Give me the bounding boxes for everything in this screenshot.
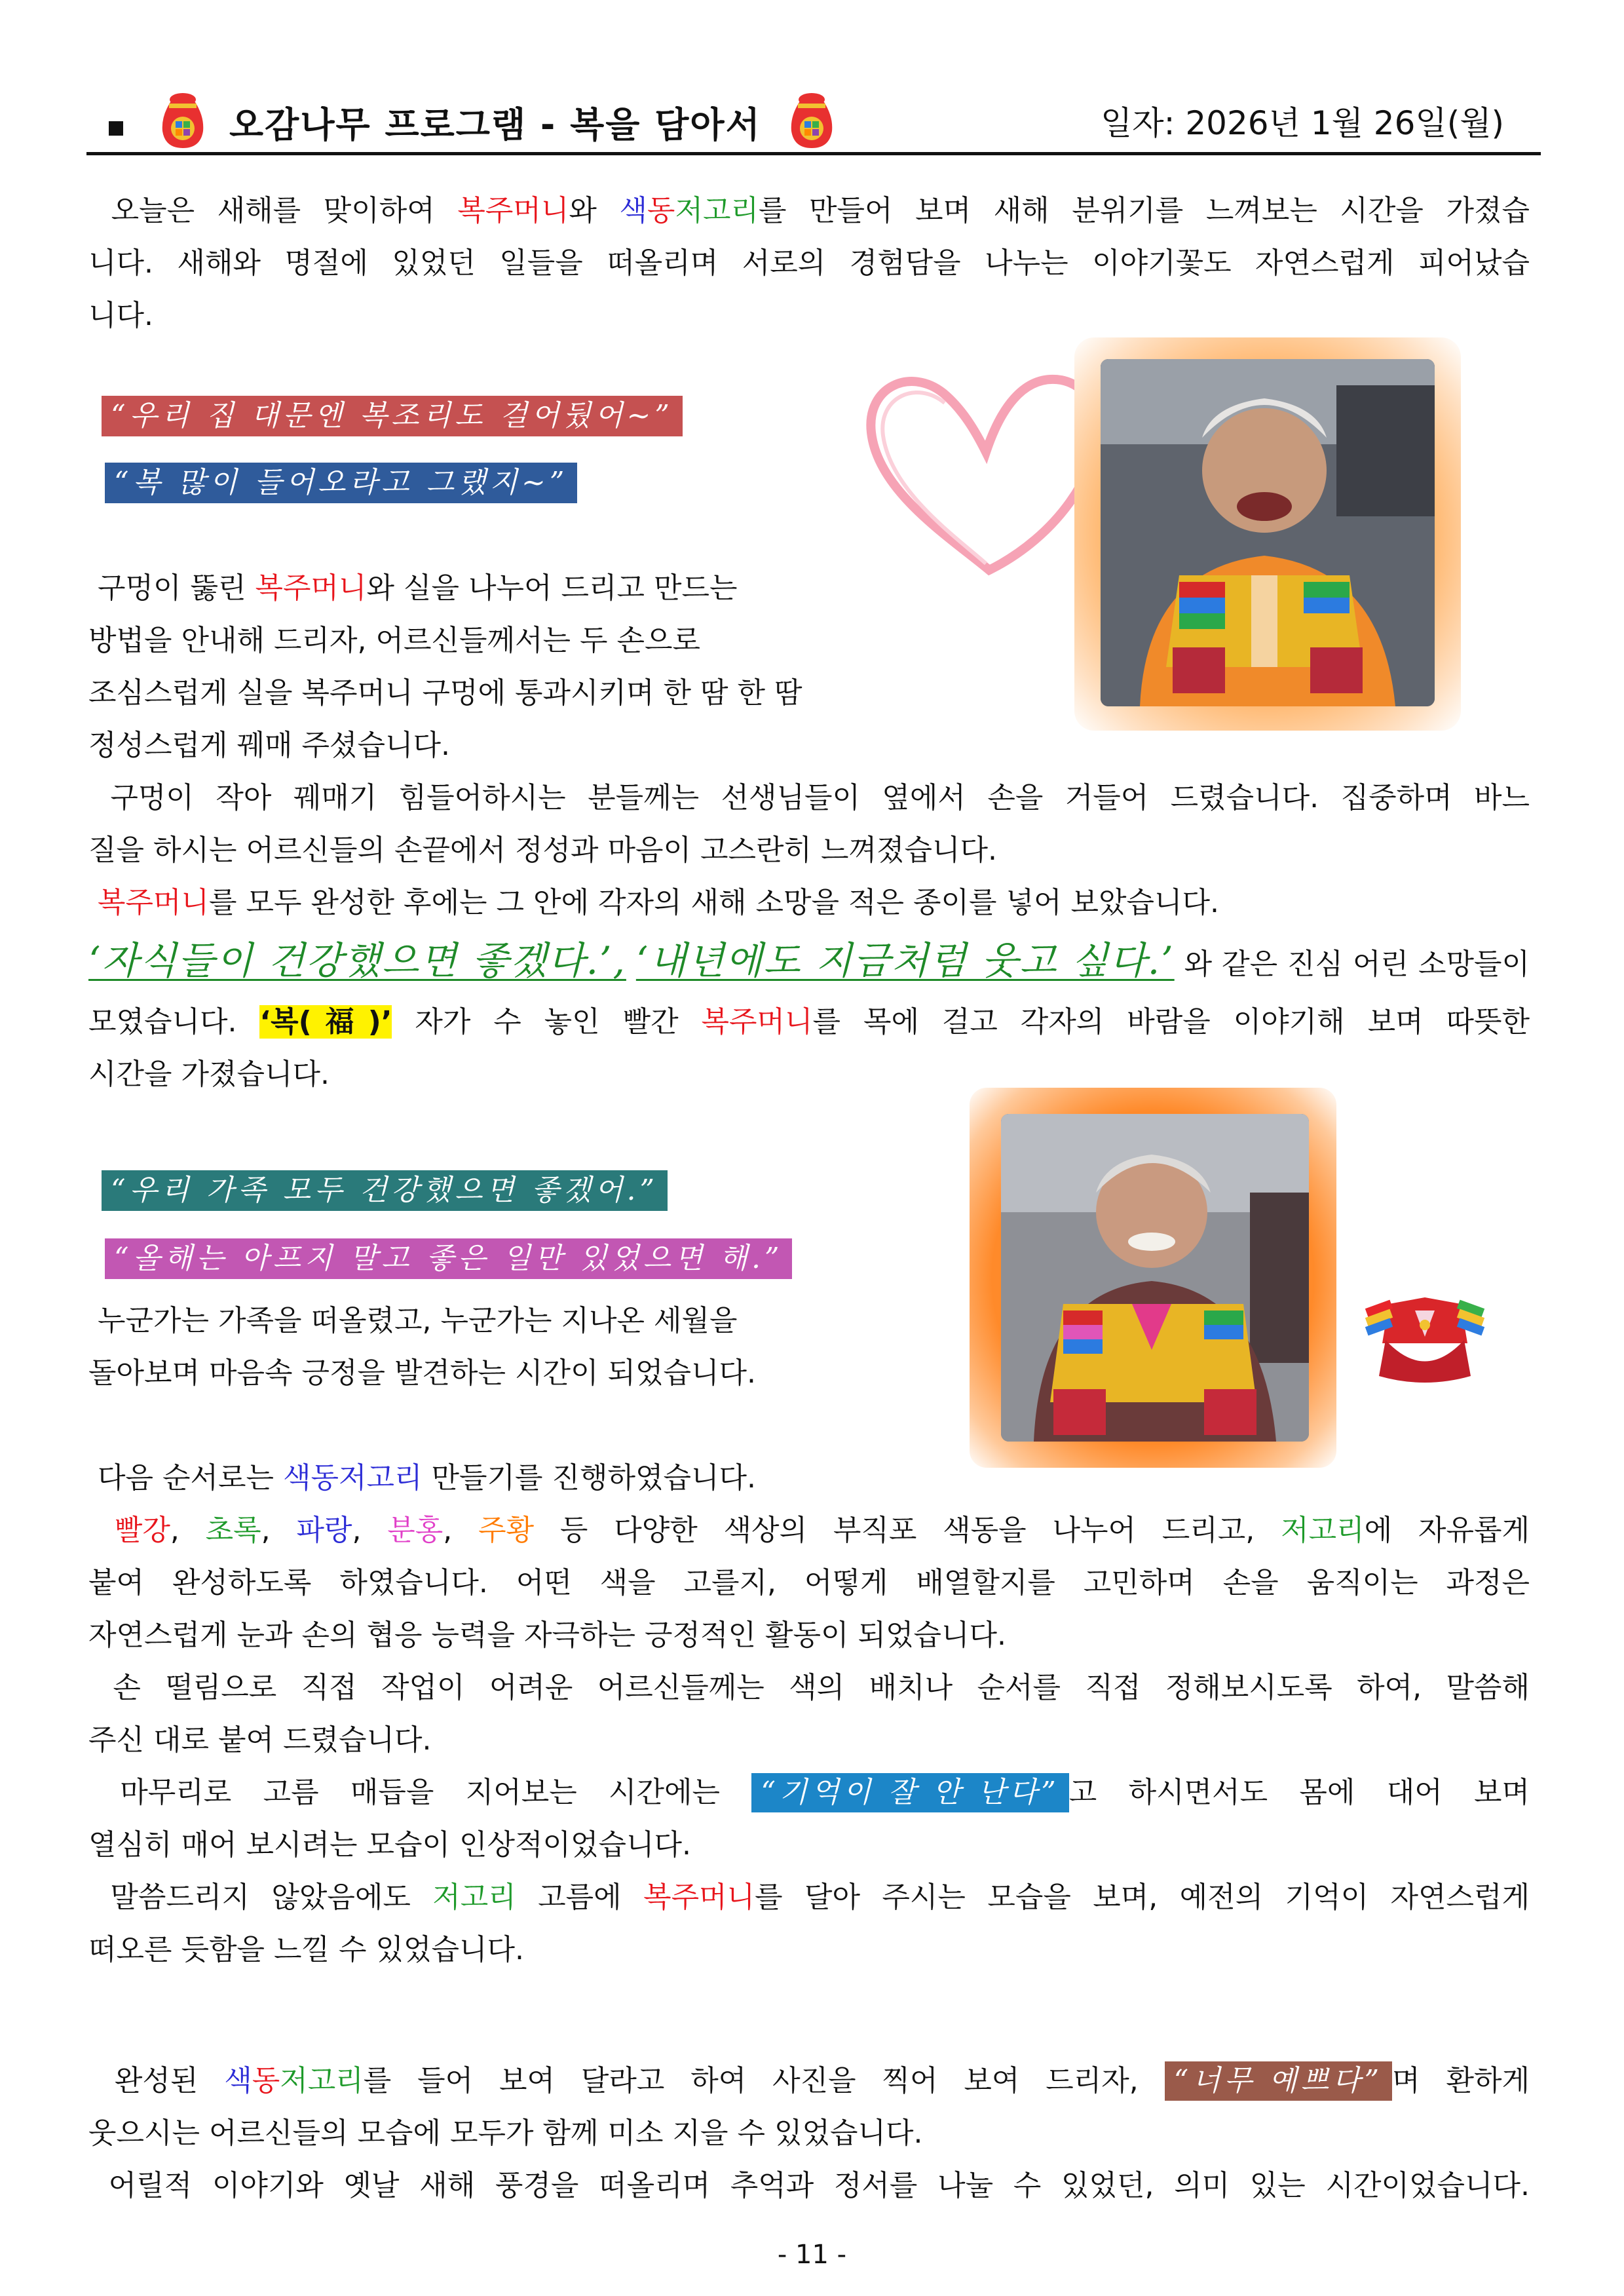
page-title: 오감나무 프로그램 - 복을 담아서 [229,104,761,145]
text-line: 떠오른 듯함을 느낄 수 있었습니다. [88,1933,524,1966]
text-line: 시간을 가졌습니다. [88,1058,330,1091]
photo-elder-with-jeogori [1001,1114,1309,1442]
keyword-jeogori: 저고리 [432,1881,516,1914]
page-number: - 11 - [777,2240,847,2270]
intro-line-2: 니다. 새해와 명절에 있었던 일들을 떠올리며 서로의 경험담을 나누는 이야기꽃도 자연스럽게 피어났습 [88,246,1530,280]
photo-elder-with-hanbok-craft [1101,359,1435,706]
intro-line-1: 오늘은 새해를 맞이하여 복주머니와 색동저고리를 만들어 보며 새해 분위기를 느껴보는 시간을 가졌습 [111,194,1530,227]
text-line: 마무리로 고름 매듭을 지어보는 시간에는 “기억이 잘 안 난다” 고 하시면서도 몸에 대어 보며 [88,1767,1530,1819]
lucky-pouch-icon [785,90,839,151]
text-line: 붙여 완성하도록 하였습니다. 어떤 색을 고를지, 어떻게 배열할지를 고민하며 손을 움직이는 과정은 [88,1566,1530,1599]
text-line: 말씀드리지 않았음에도 저고리 고름에 복주머니를 달아 주시는 모습을 보며, 예전의 기억이 자연스럽게 [110,1881,1530,1914]
keyword-bokjumeoni: 복주머니 [457,194,569,227]
text-line: 방법을 안내해 드리자, 어르신들께서는 두 손으로 [88,624,700,657]
paragraph-sewing-pouch [88,562,907,772]
text-line: 열심히 매어 보시려는 모습이 인상적이었습니다. [88,1828,692,1862]
quote-inline: “너무 예쁘다” [1165,2061,1393,2101]
lucky-pouch-icon [156,90,210,151]
quote-banner: “우리 집 대문엔 복조리도 걸어뒀어~” [102,396,683,436]
text-line: 질을 하시는 어르신들의 손끝에서 정성과 마음이 고스란히 느껴졌습니다. [88,833,998,867]
text-line: 누군가는 가족을 떠올렸고, 누군가는 지나온 세월을 [98,1304,738,1337]
quote-inline: “기억이 잘 안 난다” [751,1773,1068,1812]
keyword-bokjumeoni: 복주머니 [255,571,367,605]
text-line: 손 떨림으로 직접 작업이 어려운 어르신들께는 색의 배치나 순서를 직접 정해보시도록 하여, 말씀해 [113,1671,1530,1704]
text-line: 주신 대로 붙여 드렸습니다. [88,1723,432,1757]
keyword-jeogori: 저고리 [280,2064,364,2097]
text-line: 웃으시는 어르신들의 모습에 모두가 함께 미소 지을 수 있었습니다. [88,2116,923,2150]
text-line: 구멍이 뚫린 복주머니와 실을 나누어 드리고 만드는 [98,571,738,605]
header-bullet-icon [109,121,123,136]
wish-quote: ‘내년에도 지금처럼 웃고 싶다.’ [635,938,1175,983]
document-date: 일자: 2026년 1월 26일(월) [1101,104,1505,142]
paragraph-reflection [88,1295,907,1400]
keyword-bokjumeoni: 복주머니 [643,1881,755,1914]
text-line: 완성된 색동저고리를 들어 보여 달라고 하여 사진을 찍어 보여 드리자, “너무 예쁘다” 며 환하게 [88,2055,1530,2107]
header-rule [86,152,1541,155]
text-line: 구멍이 작아 꿰매기 힘들어하시는 분들께는 선생님들이 옆에서 손을 거들어 드렸습니다. 집중하며 바느 [110,781,1530,814]
keyword-saekdong-jeogori: 색동저고리 [283,1461,423,1495]
paragraph-teachers-help [88,772,1530,877]
text-line: 어릴적 이야기와 옛날 새해 풍경을 떠올리며 추억과 정서를 나눌 수 있었던, 의미 있는 시간이었습니다. [108,2169,1530,2202]
quote-banner: “복 많이 들어오라고 그랬지~” [105,463,577,503]
intro-paragraph [88,185,1530,342]
text-line: 모였습니다. ‘복(福)’ 자가 수 놓인 빨간 복주머니를 목에 걸고 각자의 바람을 이야기해 보며 따뜻한 [88,1005,1530,1039]
paragraph-closing [88,2055,1530,2212]
text-line: 돌아보며 마음속 긍정을 발견하는 시간이 되었습니다. [88,1356,757,1390]
text-line: 다음 순서로는 색동저고리 만들기를 진행하였습니다. [98,1461,757,1495]
intro-line-3: 니다. [88,299,153,332]
wish-line: ‘자식들이 건강했으면 좋겠다.’, ‘내년에도 지금처럼 웃고 싶다.’ 와 같은 진심 어린 소망들이 [88,938,1530,983]
paragraph-wishes [88,877,1530,1101]
text-line: 빨강, 초록, 파랑, 분홍, 주황 등 다양한 색상의 부직포 색동을 나누어 드리고, 저고리에 자유롭게 [114,1514,1530,1547]
keyword-jeogori: 저고리 [675,194,759,227]
hanbok-icon [1363,1284,1487,1389]
text-line: 복주머니를 모두 완성한 후에는 그 안에 각자의 새해 소망을 적은 종이를 넣어 보았습니다. [98,886,1219,919]
text-line: 조심스럽게 실을 복주머니 구멍에 통과시키며 한 땀 한 땀 [88,676,803,710]
keyword-jeogori: 저고리 [1281,1514,1365,1547]
wish-quote: ‘자식들이 건강했으면 좋겠다.’, [88,938,626,983]
quote-banner: “올해는 아프지 말고 좋은 일만 있었으면 해.” [105,1238,792,1279]
text-line: 정성스럽게 꿰매 주셨습니다. [88,729,451,762]
paragraph-jeogori-making [88,1452,1530,1976]
quote-banner: “우리 가족 모두 건강했으면 좋겠어.” [102,1170,668,1211]
highlight-bok-hanja: ‘복(福)’ [259,1005,392,1039]
keyword-bokjumeoni: 복주머니 [701,1005,813,1039]
keyword-bokjumeoni: 복주머니 [98,886,210,919]
text-line: 자연스럽게 눈과 손의 협응 능력을 자극하는 긍정적인 활동이 되었습니다. [88,1618,1006,1652]
